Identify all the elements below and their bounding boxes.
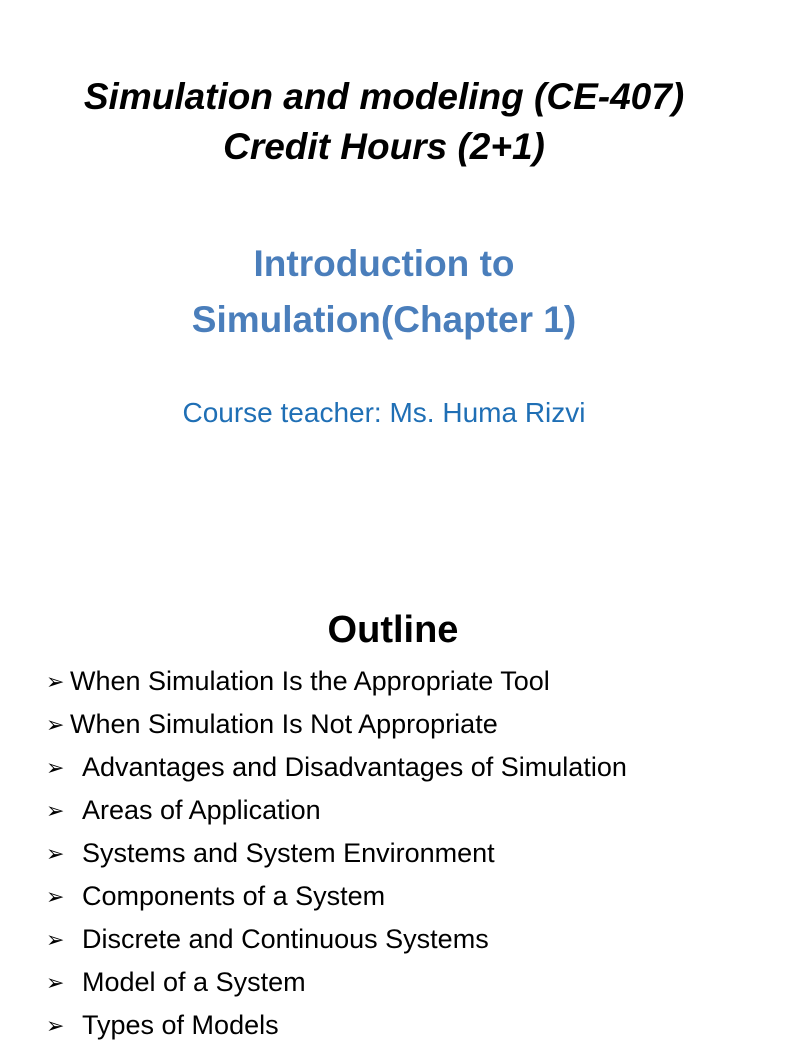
outline-item xyxy=(46,961,627,1004)
chapter-title xyxy=(0,236,768,348)
arrowhead-bullet-icon: ➢ xyxy=(46,840,65,866)
outline-item-label: Systems and System Environment xyxy=(82,838,495,868)
outline-heading: Outline xyxy=(327,609,459,651)
outline-item-label: Model of a System xyxy=(82,967,306,997)
outline-item-label: Components of a System xyxy=(82,881,386,911)
outline-item-label: Advantages and Disadvantages of Simulation xyxy=(82,752,627,782)
arrowhead-bullet-icon: ➢ xyxy=(46,711,65,737)
arrowhead-bullet-icon: ➢ xyxy=(46,926,65,952)
outline-item xyxy=(46,832,627,875)
outline-item-label: Types of Models xyxy=(82,1010,279,1040)
outline-item xyxy=(46,875,627,918)
outline-item-label: Areas of Application xyxy=(82,795,321,825)
course-title-line1: Simulation and modeling (CE-407) xyxy=(83,76,685,117)
arrowhead-bullet-icon: ➢ xyxy=(46,883,65,909)
outline-item-label: When Simulation Is the Appropriate Tool xyxy=(70,666,550,696)
arrowhead-bullet-icon: ➢ xyxy=(46,1012,65,1038)
course-teacher: Course teacher: Ms. Huma Rizvi xyxy=(182,397,586,428)
arrowhead-bullet-icon: ➢ xyxy=(46,797,65,823)
chapter-title-line2: Simulation(Chapter 1) xyxy=(191,299,577,340)
outline-list xyxy=(46,660,627,1047)
outline-item-label: When Simulation Is Not Appropriate xyxy=(70,709,498,739)
arrowhead-bullet-icon: ➢ xyxy=(46,668,65,694)
outline-item xyxy=(46,918,627,961)
arrowhead-bullet-icon: ➢ xyxy=(46,969,65,995)
outline-item xyxy=(46,1004,627,1047)
outline-item xyxy=(46,660,627,703)
arrowhead-bullet-icon: ➢ xyxy=(46,754,65,780)
outline-item xyxy=(46,703,627,746)
course-title-line2: Credit Hours (2+1) xyxy=(223,126,545,167)
outline-item xyxy=(46,746,627,789)
chapter-title-line1: Introduction to xyxy=(253,243,515,284)
course-title xyxy=(0,72,768,172)
outline-item-label: Discrete and Continuous Systems xyxy=(82,924,489,954)
outline-item xyxy=(46,789,627,832)
